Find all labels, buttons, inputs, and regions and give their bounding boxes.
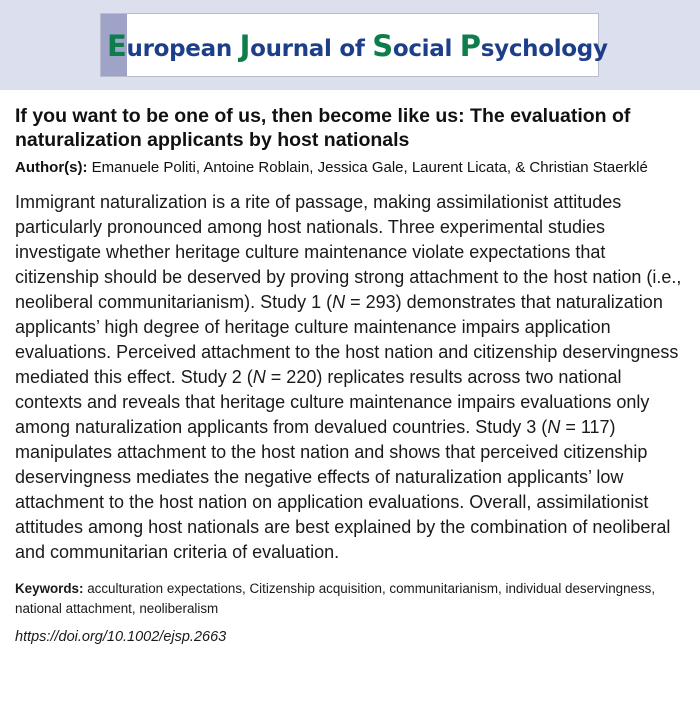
abstract-sample-symbol: N (252, 367, 266, 387)
authors-names: Emanuele Politi, Antoine Roblain, Jessica Gale, Laurent Licata, & Christian Staerklé (91, 159, 648, 176)
keywords (15, 579, 685, 619)
abstract-text: Immigrant naturalization is a rite of passage, making assimilationist attitudes particularly pronounced among host nationals. Three experimental studies investigate whether heritage culture maintenance violate expectations that citizenship should be deserved by proving strong attachment to the host nation (i.e., neoliberal communitarianism). Study 1 ( (15, 192, 682, 312)
journal-banner (0, 0, 700, 90)
abstract (15, 190, 685, 565)
journal-word-cap: E (107, 29, 127, 63)
abstract-text: = 293) demonstrates that naturalization applicants’ high degree of heritage culture maintenance impairs application evaluations. Perceived attachment to the host nation and citizenship deservingness mediated this effect. Study 2 ( (15, 292, 679, 387)
journal-word-cap: J (239, 29, 251, 63)
journal-word-rest: ournal of (250, 36, 373, 62)
journal-word-cap: P (459, 29, 481, 63)
abstract-text: = 117) manipulates attachment to the host nation and shows that perceived citizenship deservingness mediates the negative effects of naturalization applicants’ low attachment to the host nation on application evaluations. Overall, assimilationist attitudes among host nationals are best explained by the combination of neoliberal and communitarian criteria of evaluation. (15, 417, 671, 562)
journal-word-cap: S (372, 29, 393, 63)
journal-name (107, 29, 608, 63)
authors-label: Author(s): (15, 159, 88, 176)
keywords-list: acculturation expectations, Citizenship acquisition, communitarianism, individual deservingness, national attachment, neoliberalism (15, 581, 656, 616)
journal-word-rest: ocial (392, 36, 460, 62)
journal-word-rest: uropean (126, 36, 240, 62)
author-list (15, 159, 685, 177)
abstract-sample-symbol: N (547, 417, 561, 437)
journal-word-rest: sychology (480, 36, 608, 62)
abstract-sample-symbol: N (332, 292, 346, 312)
article-title: If you want to be one of us, then become like us: The evaluation of naturalization applicants by host nationals (15, 105, 631, 151)
article-body (0, 104, 700, 647)
journal-logo[interactable] (100, 13, 608, 77)
doi-link[interactable]: https://doi.org/10.1002/ejsp.2663 (15, 629, 227, 645)
abstract-text: = 220) replicates results across two national contexts and reveals that heritage culture maintenance impairs evaluations only among naturalization applicants from devalued countries. Study 3 ( (15, 367, 650, 437)
keywords-label: Keywords: (15, 581, 84, 596)
